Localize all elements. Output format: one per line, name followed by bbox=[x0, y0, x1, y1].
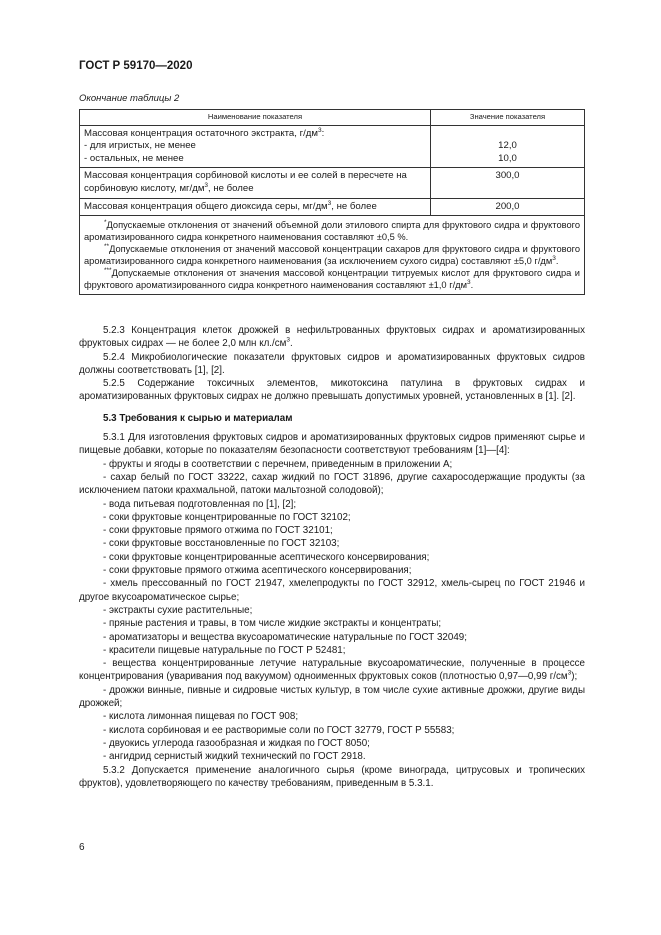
note-3: ***Допускаемые отклонения от значения массовой концентрации титруемых кислот для фруктового сидра и фруктового ароматизированного сидра конкретного наименования составляют ±1,0 $г/дм^3$. bbox=[84, 267, 580, 291]
list-item: - ангидрид сернистый жидкий технический по ГОСТ 2918. bbox=[103, 751, 366, 763]
list-item: - соки фруктовые концентрированные асептического консервирования; bbox=[103, 551, 430, 563]
list-item: - соки фруктовые прямого отжима асептического консервирования; bbox=[103, 565, 412, 577]
page-number: 6 bbox=[79, 842, 85, 853]
row-extract-values: 12,0 10,0 bbox=[431, 125, 585, 168]
row-sulfur-name: Массовая концентрация общего диоксида серы, $мг/дм^3$, не более bbox=[80, 198, 431, 216]
indicators-table bbox=[79, 109, 585, 295]
list-item: - кислота сорбиновая и ее растворимые соли по ГОСТ 32779, ГОСТ Р 55583; bbox=[103, 724, 455, 736]
list-item: - хмель прессованный по ГОСТ 21947, хмелепродукты по ГОСТ 32912, хмель-сырец по ГОСТ 21946 и другое вкусоароматическое сырье; bbox=[79, 578, 585, 603]
note-1: *Допускаемые отклонения от значений объемной доли этилового спирта для фруктового сидра и фруктового ароматизированного сидра конкретного наименования составляют ±0,5 %. bbox=[84, 219, 580, 243]
list-item: - сахар белый по ГОСТ 33222, сахар жидкий по ГОСТ 31896, другие сахаросодержащие продукты (за исключением патоки крахмальной, патоки мальтозной солодовой); bbox=[79, 471, 585, 497]
list-item: - вода питьевая подготовленная по [1], [2]; bbox=[103, 498, 297, 510]
paragraph-5-2-4: 5.2.4 Микробиологические показатели фруктовых сидров и ароматизированных фруктовых сидров должны соответствовать [1], [2]. bbox=[79, 351, 585, 376]
list-item: - фрукты и ягоды в соответствии с перечнем, приведенным в приложении А; bbox=[103, 458, 453, 470]
list-item: - экстракты сухие растительные; bbox=[103, 604, 253, 616]
list-item: - соки фруктовые восстановленные по ГОСТ 32103; bbox=[103, 538, 340, 550]
paragraph-5-2-3: 5.2.3 Концентрация клеток дрожжей в нефильтрованных фруктовых сидрах и ароматизированных фруктовых сидрах — не более 2,0 млн $кл./см^3$. bbox=[79, 325, 585, 350]
document-body bbox=[79, 324, 585, 790]
table-row bbox=[80, 125, 585, 168]
list-item: - кислота лимонная пищевая по ГОСТ 908; bbox=[103, 711, 299, 723]
list-item: - ароматизаторы и вещества вкусоароматические натуральные по ГОСТ 32049; bbox=[103, 631, 467, 643]
list-item: - двуокись углерода газообразная и жидкая по ГОСТ 8050; bbox=[103, 737, 370, 749]
row-sorbic-name: Массовая концентрация сорбиновой кислоты и ее солей в пересчете на сорбиновую кислоту, $мг/дм^3$, не более bbox=[80, 168, 431, 198]
table-row bbox=[80, 168, 585, 198]
row-extract-name: Массовая концентрация остаточного экстракта, $г/дм^3$: - для игристых, не менее - остальных, не менее bbox=[80, 125, 431, 168]
table-notes-row bbox=[80, 216, 585, 295]
paragraph-5-3-1: 5.3.1 Для изготовления фруктовых сидров и ароматизированных фруктовых сидров применяют сырье и пищевые добавки, которые по показателям безопасности соответствуют требованиям [1]—[4]: bbox=[79, 432, 585, 457]
list-item: - вещества концентрированные летучие натуральные вкусоароматические, полученные в процессе концентрирования (уваривания под вакуумом) одноименных фруктовых соков (плотностью 0,97—0,99 $г/см^3$); bbox=[79, 658, 585, 683]
table-notes bbox=[80, 216, 585, 295]
table-caption: Окончание таблицы 2 bbox=[79, 93, 180, 104]
column-header-value: Значение показателя bbox=[431, 110, 585, 126]
paragraph-5-3-2: 5.3.2 Допускается применение аналогичного сырья (кроме винограда, цитрусовых и тропических фруктов), удовлетворяющего по качеству требованиям, приведенным в 5.3.1. bbox=[79, 764, 585, 789]
paragraph-5-2-5: 5.2.5 Содержание токсичных элементов, микотоксина патулина в фруктовых сидрах и ароматизированных фруктовых сидрах не должно превышать допустимых уровней, установленных в [1]. [2]. bbox=[79, 378, 585, 403]
section-heading-5-3: 5.3 Требования к сырью и материалам bbox=[103, 412, 293, 424]
list-item: - пряные растения и травы, в том числе жидкие экстракты и концентраты; bbox=[103, 618, 442, 630]
list-item: - дрожжи винные, пивные и сидровые чистых культур, в том числе сухие активные дрожжи, другие виды дрожжей; bbox=[79, 684, 585, 710]
list-item: - красители пищевые натуральные по ГОСТ Р 52481; bbox=[103, 644, 346, 656]
row-extract-sub1: - для игристых, не менее bbox=[84, 140, 196, 152]
row-sulfur-value: 200,0 bbox=[431, 198, 585, 216]
list-item: - соки фруктовые концентрированные по ГОСТ 32102; bbox=[103, 511, 351, 523]
table-header-row bbox=[80, 110, 585, 126]
note-2: **Допускаемые отклонения от значений массовой концентрации сахаров для фруктового сидра и фруктового ароматизированного сидра конкретного наименования (за исключением сухого сидра) составляют ±5,0 $г/дм^3$. bbox=[84, 243, 580, 267]
table-row bbox=[80, 198, 585, 216]
column-header-name: Наименование показателя bbox=[80, 110, 431, 126]
row-sorbic-value: 300,0 bbox=[431, 168, 585, 198]
document-header: ГОСТ Р 59170—2020 bbox=[79, 60, 193, 72]
row-extract-sub2: - остальных, не менее bbox=[84, 152, 184, 164]
list-item: - соки фруктовые прямого отжима по ГОСТ 32101; bbox=[103, 525, 333, 537]
